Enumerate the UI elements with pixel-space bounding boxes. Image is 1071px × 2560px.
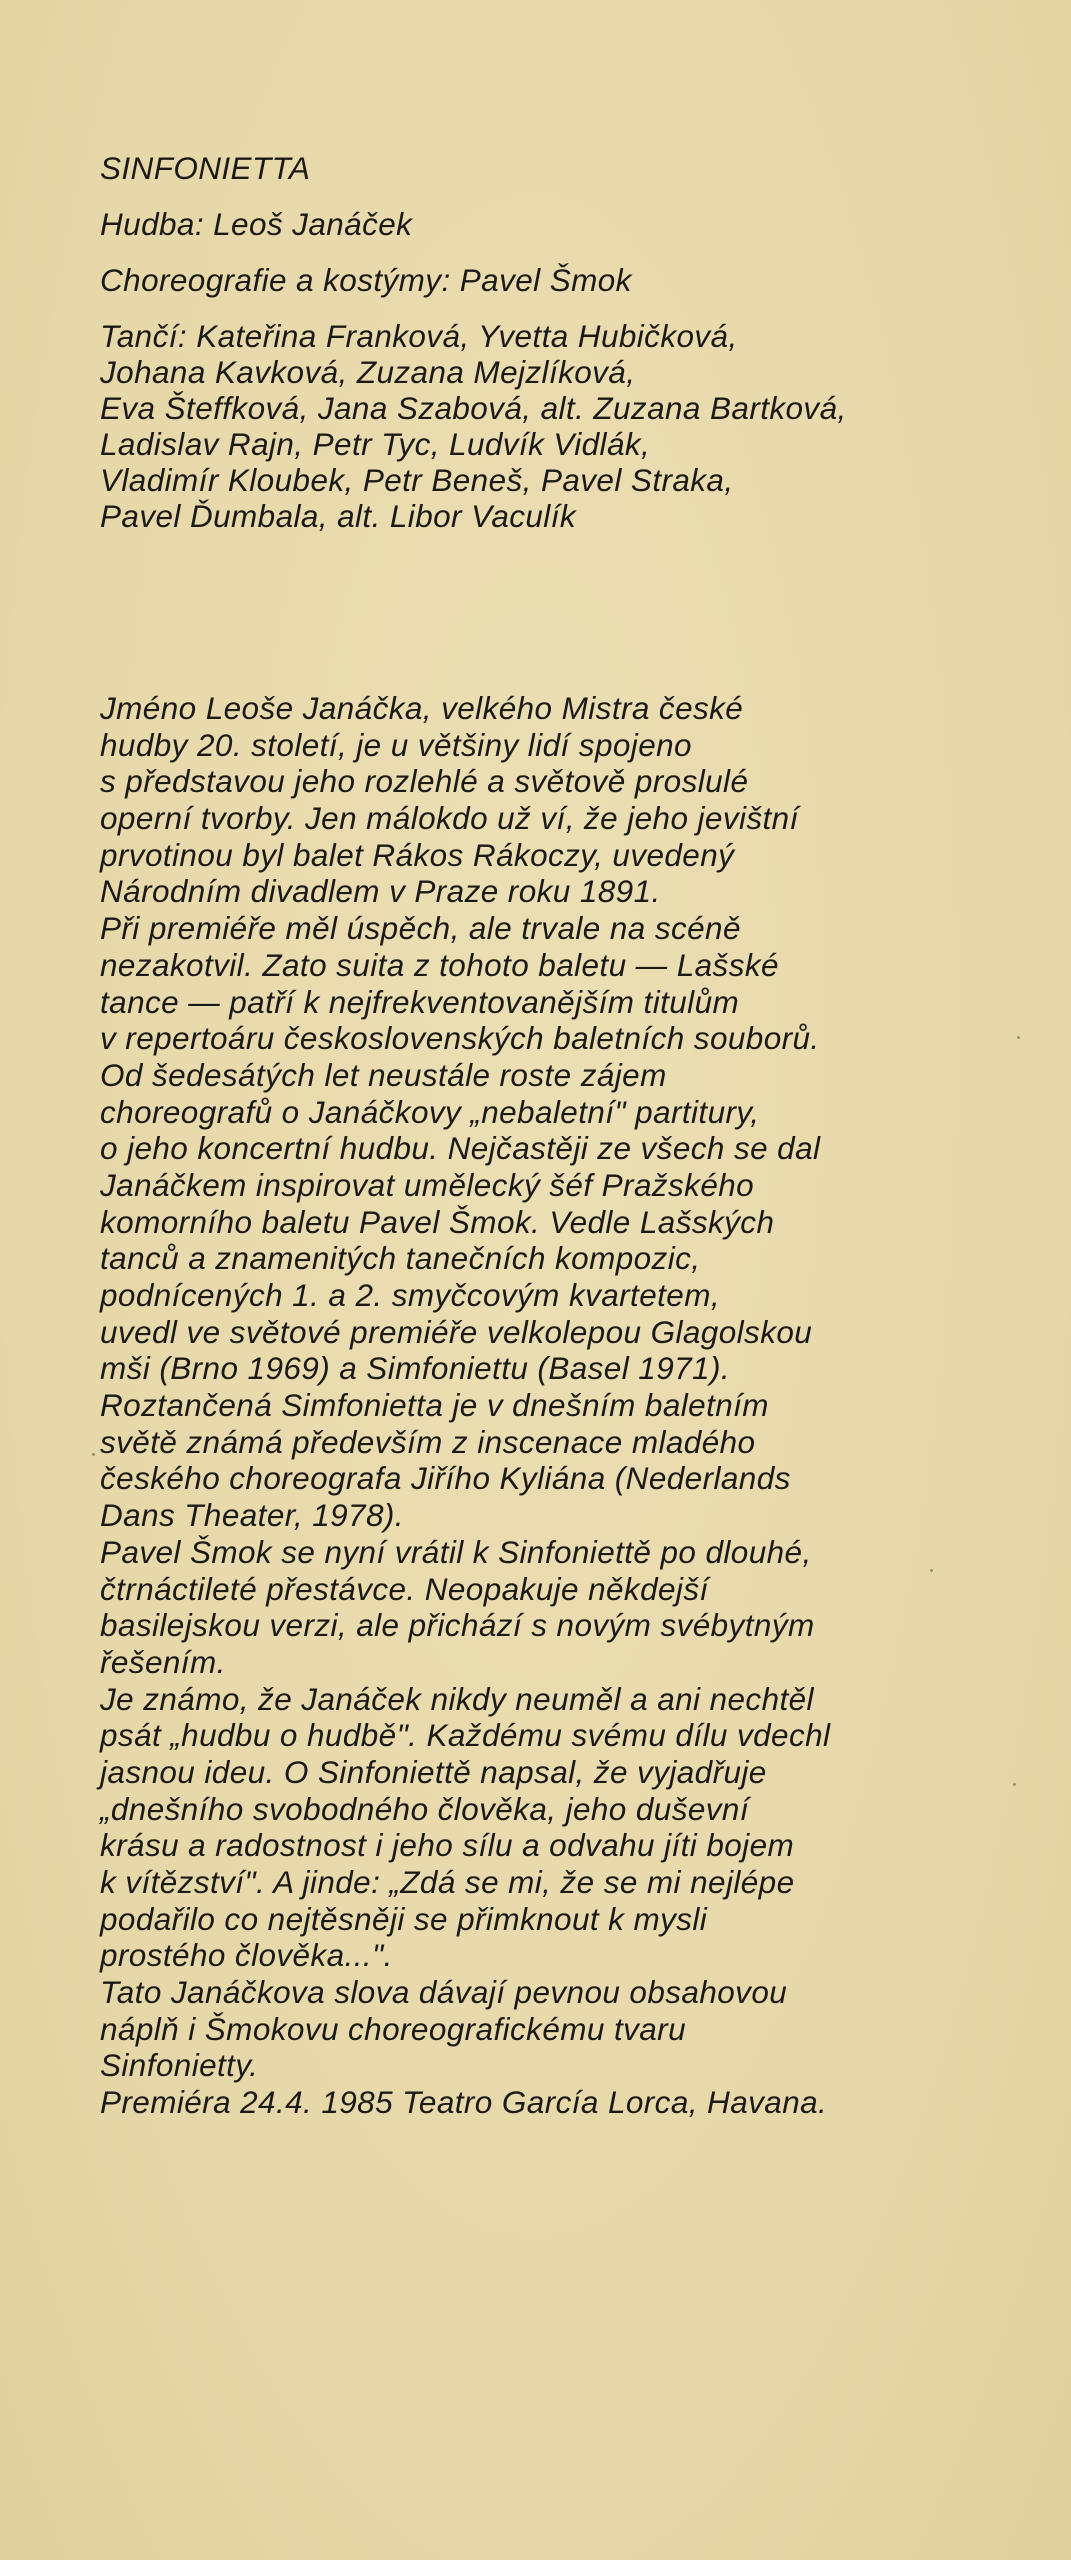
essay-line: o jeho koncertní hudbu. Nejčastěji ze všech se dal (100, 1130, 821, 1167)
paper-speck (930, 1569, 933, 1572)
essay-line: Od šedesátých let neustále roste zájem (100, 1056, 667, 1093)
essay-line: basilejskou verzi, ale přichází s novým svébytným (100, 1607, 815, 1644)
choreography-credit: Choreografie a kostýmy: Pavel Šmok (100, 262, 632, 298)
credits-block (100, 150, 1060, 534)
paper-speck (1013, 1783, 1016, 1786)
essay-line: Dans Theater, 1978). (100, 1497, 404, 1534)
essay-line: operní tvorby. Jen málokdo už ví, že jeho jevištní (100, 800, 799, 837)
essay-line: k vítězství". A jinde: „Zdá se mi, že se mi nejlépe (100, 1864, 795, 1900)
dancers-line: Eva Šteffková, Jana Szabová, alt. Zuzana Bartková, (100, 390, 847, 426)
dancers-line: Vladimír Kloubek, Petr Beneš, Pavel Straka, (100, 462, 734, 498)
essay-line: uvedl ve světové premiéře velkolepou Glagolskou (100, 1313, 813, 1350)
essay-line: náplň i Šmokovu choreografickému tvaru (100, 2010, 686, 2047)
essay-line: s představou jeho rozlehlé a světově proslulé (100, 763, 749, 800)
essay-line: světě známá především z inscenace mladého (100, 1423, 756, 1460)
essay-line: tanců a znamenitých tanečních kompozic, (100, 1240, 701, 1277)
dancers-line: Johana Kavková, Zuzana Mejzlíková, (100, 354, 636, 390)
ballet-title: SINFONIETTA (100, 150, 311, 186)
dancers-line: Pavel Ďumbala, alt. Libor Vaculík (100, 498, 577, 534)
paper-speck (1017, 1036, 1020, 1039)
essay-line: Premiéra 24.4. 1985 Teatro García Lorca, Havana. (100, 2084, 828, 2121)
essay-line: psát „hudbu o hudbě". Každému svému dílu vdechl (100, 1717, 831, 1754)
essay-line: jasnou ideu. O Sinfoniettě napsal, že vyjadřuje (100, 1753, 767, 1790)
essay-line: Národním divadlem v Praze roku 1891. (100, 873, 661, 910)
essay-line: Je známo, že Janáček nikdy neuměl a ani nechtěl (100, 1680, 814, 1717)
music-credit: Hudba: Leoš Janáček (100, 206, 413, 242)
dancers-line: Tančí: Kateřina Franková, Yvetta Hubičková, (100, 318, 738, 354)
essay-line: Sinfonietty. (100, 2047, 259, 2084)
essay-line: choreografů o Janáčkovy „nebaletní" partitury, (100, 1093, 760, 1130)
essay-line: českého choreografa Jiřího Kyliána (Nederlands (100, 1460, 791, 1497)
essay-line: v repertoáru československých baletních souborů. (100, 1020, 820, 1057)
essay-block (100, 690, 1060, 2121)
essay-line: čtrnáctileté přestávce. Neopakuje někdejší (100, 1570, 709, 1607)
essay-line: podnícených 1. a 2. smyčcovým kvartetem, (100, 1277, 720, 1313)
dancers-line: Ladislav Rajn, Petr Tyc, Ludvík Vidlák, (100, 426, 651, 462)
essay-line: komorního baletu Pavel Šmok. Vedle Lašských (100, 1203, 775, 1240)
paper-speck (92, 1453, 95, 1456)
essay-line: nezakotvil. Zato suita z tohoto baletu — Lašské (100, 946, 779, 983)
essay-line: Janáčkem inspirovat umělecký šéf Pražského (100, 1166, 755, 1203)
essay-line: podařilo co nejtěsněji se přimknout k mysli (100, 1900, 708, 1937)
essay-line: krásu a radostnost i jeho sílu a odvahu jíti bojem (100, 1827, 795, 1864)
essay-line: tance — patří k nejfrekventovanějším titulům (100, 983, 740, 1020)
essay-line: Jméno Leoše Janáčka, velkého Mistra české (100, 690, 744, 726)
essay-line: Pavel Šmok se nyní vrátil k Sinfoniettě po dlouhé, (100, 1533, 812, 1570)
essay-line: řešením. (100, 1643, 226, 1680)
essay-line: prostého člověka...". (100, 1937, 393, 1974)
essay-line: hudby 20. století, je u většiny lidí spojeno (100, 726, 692, 763)
essay-line: prvotinou byl balet Rákos Rákoczy, uvedený (100, 836, 735, 873)
essay-line: „dnešního svobodného člověka, jeho duševní (100, 1790, 749, 1827)
essay-line: Roztančená Simfonietta je v dnešním baletním (100, 1387, 769, 1424)
essay-line: Při premiéře měl úspěch, ale trvale na scéně (100, 910, 741, 947)
essay-line: Tato Janáčkova slova dávají pevnou obsahovou (100, 1974, 788, 2011)
essay-line: mši (Brno 1969) a Simfoniettu (Basel 1971). (100, 1350, 730, 1387)
